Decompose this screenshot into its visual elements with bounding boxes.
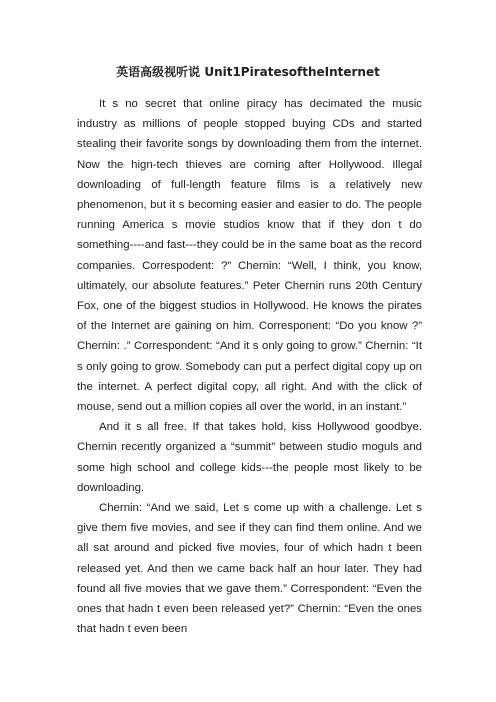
document-body xyxy=(77,94,422,639)
paragraph: Chernin: “And we said, Let s come up with a challenge. Let s give them five movies, and see if they can find them online. And we all sat around and picked five movies, four of which hadn t been released yet. And then we came back half an hour later. They had found all five movies that we gave them.” Correspondent: “Even the ones that hadn t even been released yet?” Chernin: “Even the ones that hadn t even been xyxy=(77,502,422,636)
paragraph: And it s all free. If that takes hold, kiss Hollywood goodbye. Chernin recently organized a “summit” between studio moguls and some high school and college kids---the people most likely to be downloading. xyxy=(77,421,422,494)
paragraph: It s no secret that online piracy has decimated the music industry as millions of people stopped buying CDs and started stealing their favorite songs by downloading them from the internet. Now the hign-tech thieves are coming after Hollywood. Illegal downloading of full-length feature films is a relatively new phenomenon, but it s becoming easier and easier to do. The people running America s movie studios know that if they don t do something----and fast---they could be in the same boat as the record companies. Correspodent: ?” Chernin: “Well, I think, you know, ultimately, our absolute features.” Peter Chernin runs 20th Century Fox, one of the biggest studios in Hollywood. He knows the pirates of the Internet are gaining on him. Corresponent: “Do you know ?” Chernin: .” Correspondent: “And it s only going to grow.” Chernin: “It s only going to grow. Somebody can put a perfect digital copy up on the internet. A perfect digital copy, all right. And with the click of mouse, send out a million copies all over the world, in an instant.” xyxy=(77,98,422,414)
document-title: 英语高级视听说 Unit1PiratesoftheInternet xyxy=(116,65,380,79)
